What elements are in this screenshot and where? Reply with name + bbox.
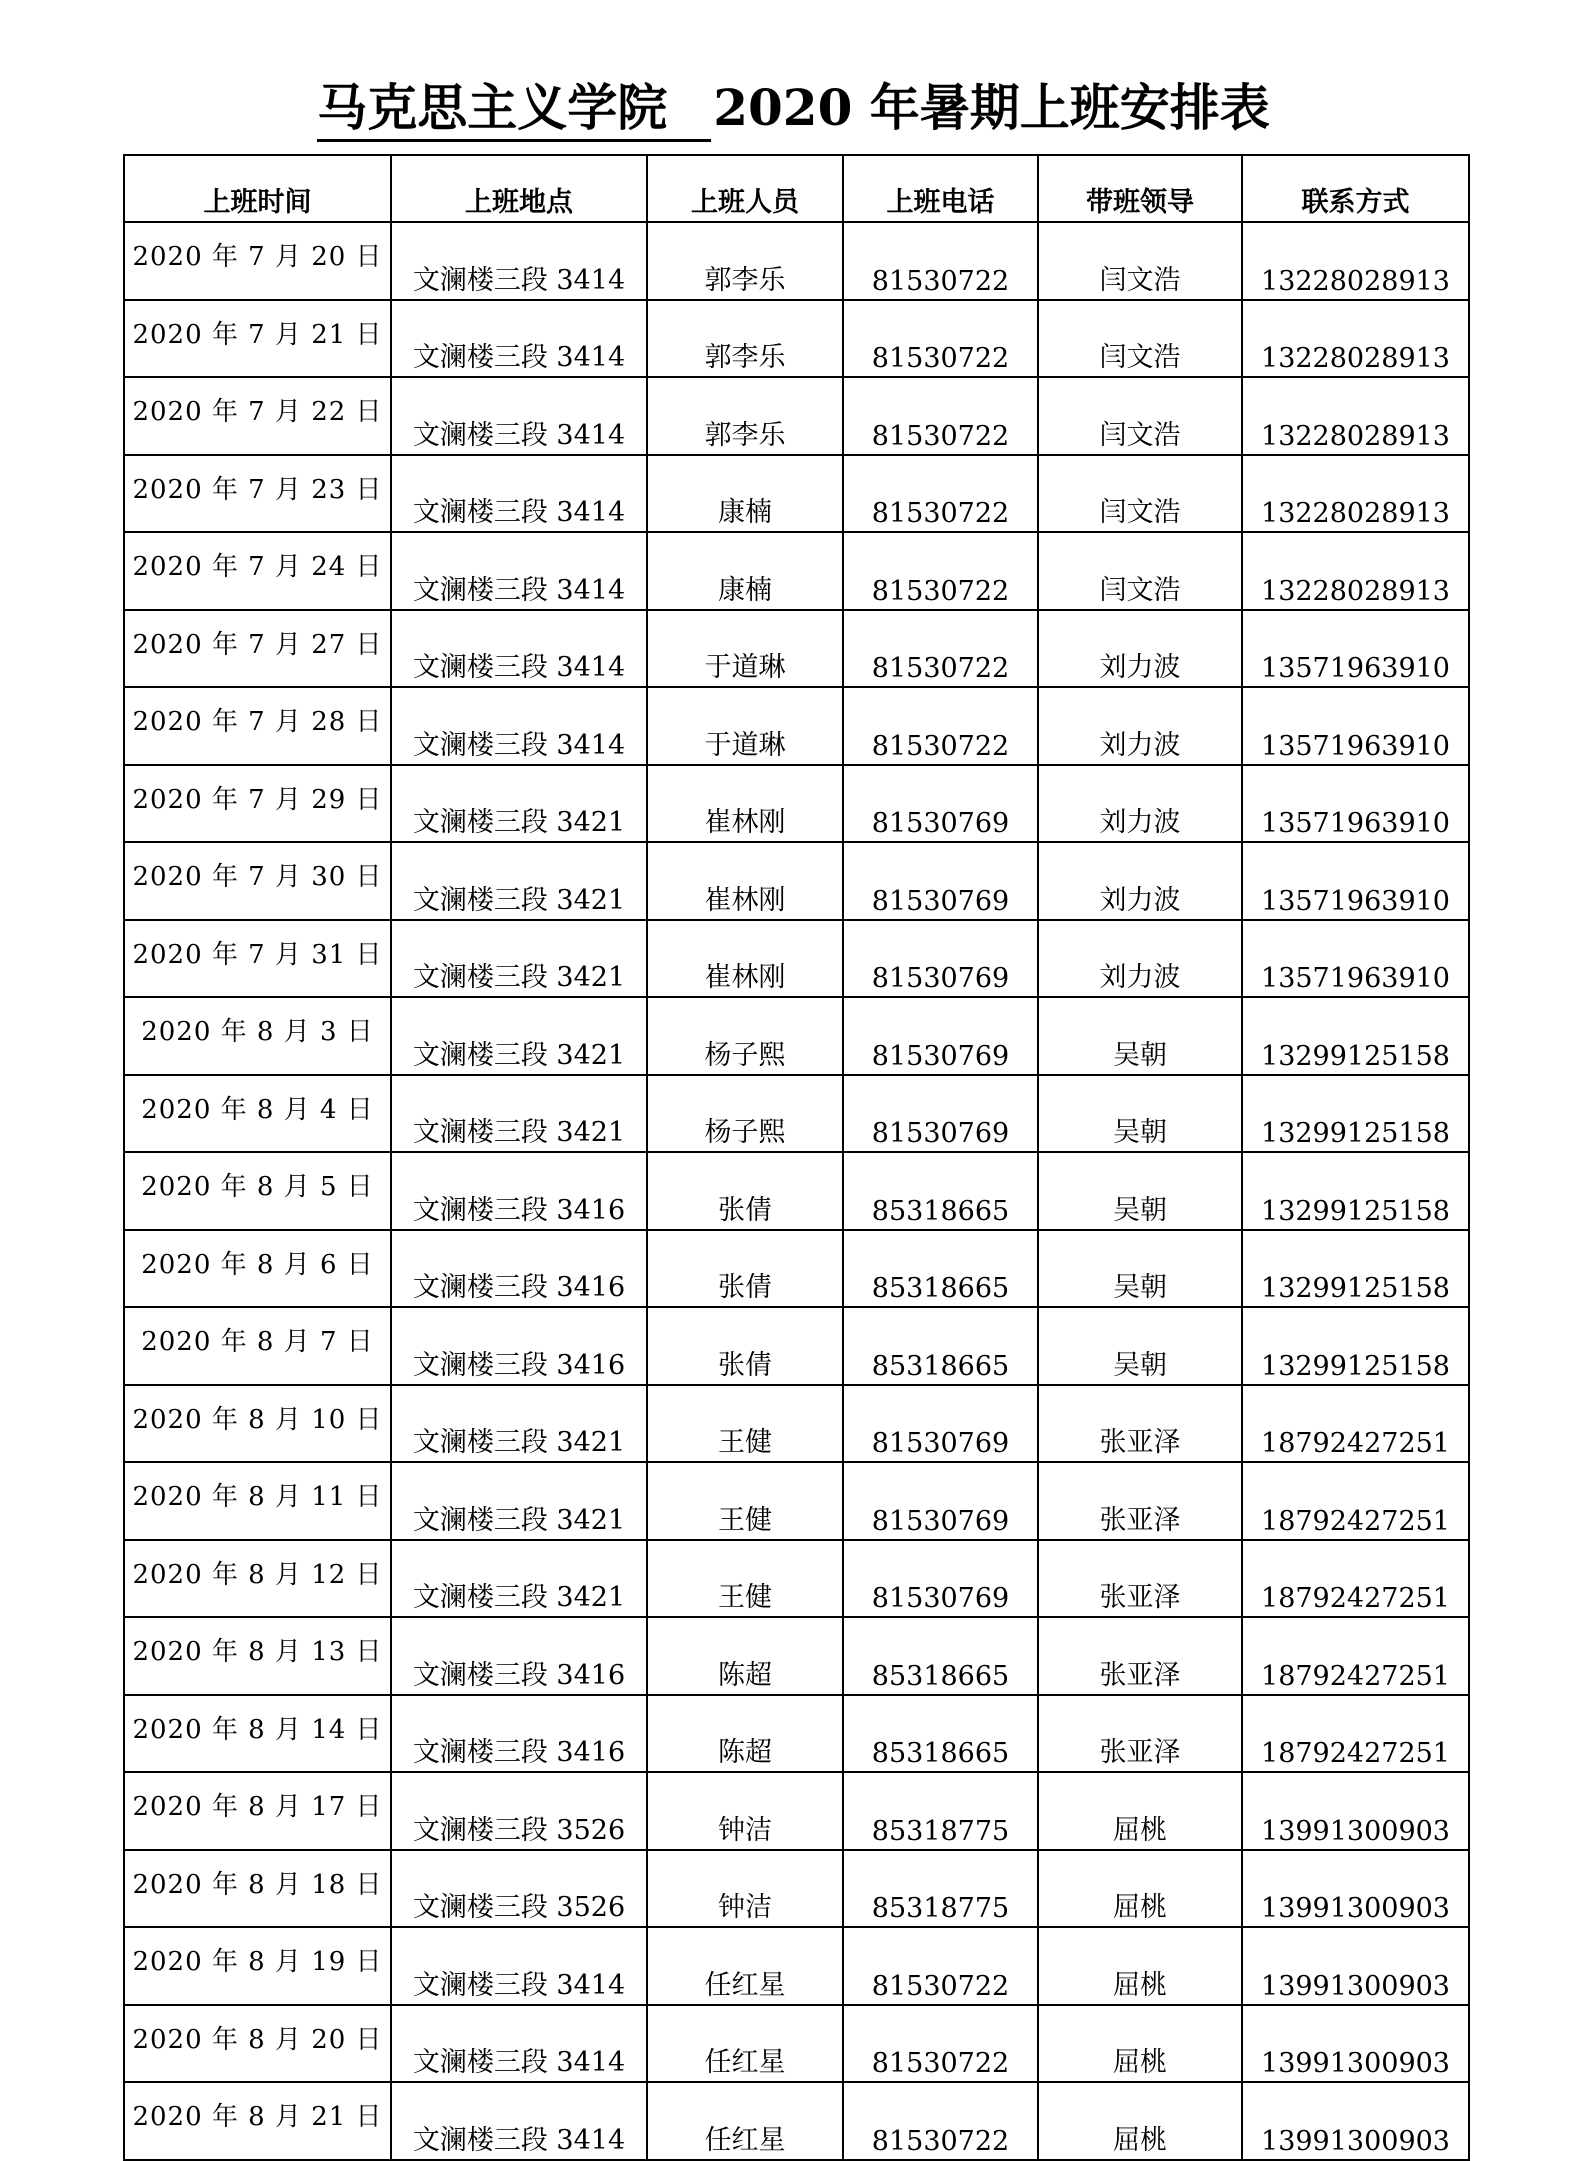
date-cell: 2020 年 8 月 18 日 xyxy=(124,1850,391,1928)
location-cell: 文澜楼三段 3421 xyxy=(391,842,647,920)
table-row xyxy=(124,1540,1469,1618)
phone-cell: 81530769 xyxy=(843,1540,1038,1618)
leader-cell: 刘力波 xyxy=(1038,687,1242,765)
contact-cell: 13991300903 xyxy=(1242,1772,1469,1850)
date-cell: 2020 年 7 月 31 日 xyxy=(124,920,391,998)
table-body xyxy=(124,222,1469,2160)
header-contact: 联系方式 xyxy=(1242,155,1469,222)
contact-cell: 13571963910 xyxy=(1242,920,1469,998)
phone-cell: 81530722 xyxy=(843,377,1038,455)
date-cell: 2020 年 8 月 19 日 xyxy=(124,1927,391,2005)
phone-cell: 81530769 xyxy=(843,1462,1038,1540)
header-row xyxy=(124,155,1469,222)
phone-cell: 81530722 xyxy=(843,2005,1038,2083)
contact-cell: 18792427251 xyxy=(1242,1617,1469,1695)
contact-cell: 13991300903 xyxy=(1242,2005,1469,2083)
phone-cell: 81530769 xyxy=(843,765,1038,843)
phone-cell: 81530769 xyxy=(843,1075,1038,1153)
contact-cell: 13228028913 xyxy=(1242,222,1469,300)
table-row xyxy=(124,1695,1469,1773)
header-staff: 上班人员 xyxy=(647,155,843,222)
table-row xyxy=(124,1850,1469,1928)
staff-cell: 崔林刚 xyxy=(647,842,843,920)
contact-cell: 18792427251 xyxy=(1242,1695,1469,1773)
leader-cell: 刘力波 xyxy=(1038,610,1242,688)
contact-cell: 13299125158 xyxy=(1242,1152,1469,1230)
staff-cell: 康楠 xyxy=(647,455,843,533)
leader-cell: 张亚泽 xyxy=(1038,1695,1242,1773)
leader-cell: 刘力波 xyxy=(1038,765,1242,843)
table-row xyxy=(124,1462,1469,1540)
contact-cell: 13299125158 xyxy=(1242,1230,1469,1308)
phone-cell: 81530722 xyxy=(843,300,1038,378)
location-cell: 文澜楼三段 3414 xyxy=(391,532,647,610)
contact-cell: 13299125158 xyxy=(1242,997,1469,1075)
phone-cell: 85318665 xyxy=(843,1307,1038,1385)
phone-cell: 81530722 xyxy=(843,532,1038,610)
staff-cell: 王健 xyxy=(647,1462,843,1540)
location-cell: 文澜楼三段 3421 xyxy=(391,1462,647,1540)
date-cell: 2020 年 8 月 12 日 xyxy=(124,1540,391,1618)
contact-cell: 13571963910 xyxy=(1242,842,1469,920)
phone-cell: 81530722 xyxy=(843,687,1038,765)
contact-cell: 13571963910 xyxy=(1242,765,1469,843)
date-cell: 2020 年 7 月 23 日 xyxy=(124,455,391,533)
contact-cell: 18792427251 xyxy=(1242,1385,1469,1463)
leader-cell: 闫文浩 xyxy=(1038,377,1242,455)
date-cell: 2020 年 8 月 14 日 xyxy=(124,1695,391,1773)
header-location: 上班地点 xyxy=(391,155,647,222)
staff-cell: 康楠 xyxy=(647,532,843,610)
date-cell: 2020 年 7 月 22 日 xyxy=(124,377,391,455)
table-row xyxy=(124,377,1469,455)
leader-cell: 刘力波 xyxy=(1038,920,1242,998)
staff-cell: 张倩 xyxy=(647,1230,843,1308)
leader-cell: 吴朝 xyxy=(1038,1307,1242,1385)
location-cell: 文澜楼三段 3421 xyxy=(391,920,647,998)
table-row xyxy=(124,610,1469,688)
location-cell: 文澜楼三段 3414 xyxy=(391,1927,647,2005)
contact-cell: 13991300903 xyxy=(1242,1927,1469,2005)
contact-cell: 18792427251 xyxy=(1242,1462,1469,1540)
table-row xyxy=(124,455,1469,533)
date-cell: 2020 年 8 月 3 日 xyxy=(124,997,391,1075)
date-cell: 2020 年 7 月 30 日 xyxy=(124,842,391,920)
phone-cell: 81530769 xyxy=(843,1385,1038,1463)
leader-cell: 吴朝 xyxy=(1038,1075,1242,1153)
phone-cell: 81530722 xyxy=(843,610,1038,688)
phone-cell: 81530722 xyxy=(843,222,1038,300)
contact-cell: 13991300903 xyxy=(1242,2082,1469,2160)
title-main-text: 2020 年暑期上班安排表 xyxy=(713,78,1270,137)
contact-cell: 13571963910 xyxy=(1242,610,1469,688)
leader-cell: 张亚泽 xyxy=(1038,1540,1242,1618)
table-row xyxy=(124,997,1469,1075)
leader-cell: 张亚泽 xyxy=(1038,1385,1242,1463)
header-leader: 带班领导 xyxy=(1038,155,1242,222)
table-row xyxy=(124,2005,1469,2083)
location-cell: 文澜楼三段 3414 xyxy=(391,222,647,300)
phone-cell: 85318665 xyxy=(843,1695,1038,1773)
staff-cell: 任红星 xyxy=(647,2005,843,2083)
table-row xyxy=(124,842,1469,920)
leader-cell: 吴朝 xyxy=(1038,1230,1242,1308)
contact-cell: 18792427251 xyxy=(1242,1540,1469,1618)
staff-cell: 任红星 xyxy=(647,1927,843,2005)
table-row xyxy=(124,1927,1469,2005)
contact-cell: 13299125158 xyxy=(1242,1075,1469,1153)
title-school-name: 马克思主义学院 xyxy=(317,77,711,142)
phone-cell: 81530722 xyxy=(843,2082,1038,2160)
date-cell: 2020 年 8 月 20 日 xyxy=(124,2005,391,2083)
date-cell: 2020 年 8 月 4 日 xyxy=(124,1075,391,1153)
phone-cell: 81530722 xyxy=(843,455,1038,533)
contact-cell: 13991300903 xyxy=(1242,1850,1469,1928)
location-cell: 文澜楼三段 3416 xyxy=(391,1307,647,1385)
phone-cell: 85318665 xyxy=(843,1617,1038,1695)
contact-cell: 13228028913 xyxy=(1242,455,1469,533)
staff-cell: 杨子熙 xyxy=(647,997,843,1075)
staff-cell: 于道琳 xyxy=(647,610,843,688)
location-cell: 文澜楼三段 3421 xyxy=(391,1075,647,1153)
date-cell: 2020 年 7 月 24 日 xyxy=(124,532,391,610)
date-cell: 2020 年 8 月 13 日 xyxy=(124,1617,391,1695)
contact-cell: 13228028913 xyxy=(1242,300,1469,378)
location-cell: 文澜楼三段 3416 xyxy=(391,1230,647,1308)
leader-cell: 屈桃 xyxy=(1038,1927,1242,2005)
date-cell: 2020 年 8 月 6 日 xyxy=(124,1230,391,1308)
header-phone: 上班电话 xyxy=(843,155,1038,222)
leader-cell: 张亚泽 xyxy=(1038,1617,1242,1695)
leader-cell: 吴朝 xyxy=(1038,1152,1242,1230)
date-cell: 2020 年 8 月 10 日 xyxy=(124,1385,391,1463)
header-date: 上班时间 xyxy=(124,155,391,222)
leader-cell: 屈桃 xyxy=(1038,1850,1242,1928)
contact-cell: 13228028913 xyxy=(1242,377,1469,455)
table-row xyxy=(124,1772,1469,1850)
date-cell: 2020 年 7 月 28 日 xyxy=(124,687,391,765)
phone-cell: 85318665 xyxy=(843,1230,1038,1308)
staff-cell: 张倩 xyxy=(647,1152,843,1230)
leader-cell: 屈桃 xyxy=(1038,1772,1242,1850)
staff-cell: 钟洁 xyxy=(647,1850,843,1928)
staff-cell: 郭李乐 xyxy=(647,300,843,378)
schedule-table xyxy=(123,154,1470,2161)
table-row xyxy=(124,687,1469,765)
phone-cell: 81530769 xyxy=(843,997,1038,1075)
table-row xyxy=(124,1152,1469,1230)
leader-cell: 张亚泽 xyxy=(1038,1462,1242,1540)
leader-cell: 闫文浩 xyxy=(1038,532,1242,610)
location-cell: 文澜楼三段 3526 xyxy=(391,1772,647,1850)
date-cell: 2020 年 8 月 17 日 xyxy=(124,1772,391,1850)
staff-cell: 崔林刚 xyxy=(647,920,843,998)
date-cell: 2020 年 7 月 20 日 xyxy=(124,222,391,300)
location-cell: 文澜楼三段 3421 xyxy=(391,1385,647,1463)
leader-cell: 屈桃 xyxy=(1038,2082,1242,2160)
table-row xyxy=(124,1307,1469,1385)
location-cell: 文澜楼三段 3414 xyxy=(391,2005,647,2083)
table-row xyxy=(124,1617,1469,1695)
page-title xyxy=(0,70,1587,146)
date-cell: 2020 年 8 月 5 日 xyxy=(124,1152,391,1230)
phone-cell: 81530722 xyxy=(843,1927,1038,2005)
contact-cell: 13299125158 xyxy=(1242,1307,1469,1385)
location-cell: 文澜楼三段 3414 xyxy=(391,300,647,378)
table-row xyxy=(124,222,1469,300)
date-cell: 2020 年 8 月 7 日 xyxy=(124,1307,391,1385)
leader-cell: 吴朝 xyxy=(1038,997,1242,1075)
contact-cell: 13571963910 xyxy=(1242,687,1469,765)
phone-cell: 85318665 xyxy=(843,1152,1038,1230)
location-cell: 文澜楼三段 3416 xyxy=(391,1152,647,1230)
location-cell: 文澜楼三段 3414 xyxy=(391,455,647,533)
date-cell: 2020 年 7 月 21 日 xyxy=(124,300,391,378)
staff-cell: 钟洁 xyxy=(647,1772,843,1850)
location-cell: 文澜楼三段 3416 xyxy=(391,1617,647,1695)
contact-cell: 13228028913 xyxy=(1242,532,1469,610)
staff-cell: 张倩 xyxy=(647,1307,843,1385)
phone-cell: 81530769 xyxy=(843,842,1038,920)
date-cell: 2020 年 7 月 29 日 xyxy=(124,765,391,843)
table-row xyxy=(124,1075,1469,1153)
leader-cell: 闫文浩 xyxy=(1038,300,1242,378)
location-cell: 文澜楼三段 3421 xyxy=(391,1540,647,1618)
staff-cell: 王健 xyxy=(647,1385,843,1463)
staff-cell: 任红星 xyxy=(647,2082,843,2160)
table-row xyxy=(124,1230,1469,1308)
location-cell: 文澜楼三段 3414 xyxy=(391,687,647,765)
location-cell: 文澜楼三段 3414 xyxy=(391,2082,647,2160)
location-cell: 文澜楼三段 3421 xyxy=(391,997,647,1075)
location-cell: 文澜楼三段 3416 xyxy=(391,1695,647,1773)
leader-cell: 闫文浩 xyxy=(1038,222,1242,300)
staff-cell: 杨子熙 xyxy=(647,1075,843,1153)
leader-cell: 刘力波 xyxy=(1038,842,1242,920)
staff-cell: 崔林刚 xyxy=(647,765,843,843)
table-row xyxy=(124,920,1469,998)
staff-cell: 于道琳 xyxy=(647,687,843,765)
location-cell: 文澜楼三段 3421 xyxy=(391,765,647,843)
table-row xyxy=(124,2082,1469,2160)
table-row xyxy=(124,1385,1469,1463)
staff-cell: 王健 xyxy=(647,1540,843,1618)
date-cell: 2020 年 8 月 21 日 xyxy=(124,2082,391,2160)
staff-cell: 郭李乐 xyxy=(647,377,843,455)
leader-cell: 屈桃 xyxy=(1038,2005,1242,2083)
date-cell: 2020 年 7 月 27 日 xyxy=(124,610,391,688)
table-row xyxy=(124,300,1469,378)
phone-cell: 85318775 xyxy=(843,1850,1038,1928)
phone-cell: 81530769 xyxy=(843,920,1038,998)
staff-cell: 郭李乐 xyxy=(647,222,843,300)
staff-cell: 陈超 xyxy=(647,1617,843,1695)
table-row xyxy=(124,532,1469,610)
table-header xyxy=(124,155,1469,222)
table-row xyxy=(124,765,1469,843)
staff-cell: 陈超 xyxy=(647,1695,843,1773)
location-cell: 文澜楼三段 3526 xyxy=(391,1850,647,1928)
location-cell: 文澜楼三段 3414 xyxy=(391,610,647,688)
phone-cell: 85318775 xyxy=(843,1772,1038,1850)
location-cell: 文澜楼三段 3414 xyxy=(391,377,647,455)
date-cell: 2020 年 8 月 11 日 xyxy=(124,1462,391,1540)
leader-cell: 闫文浩 xyxy=(1038,455,1242,533)
